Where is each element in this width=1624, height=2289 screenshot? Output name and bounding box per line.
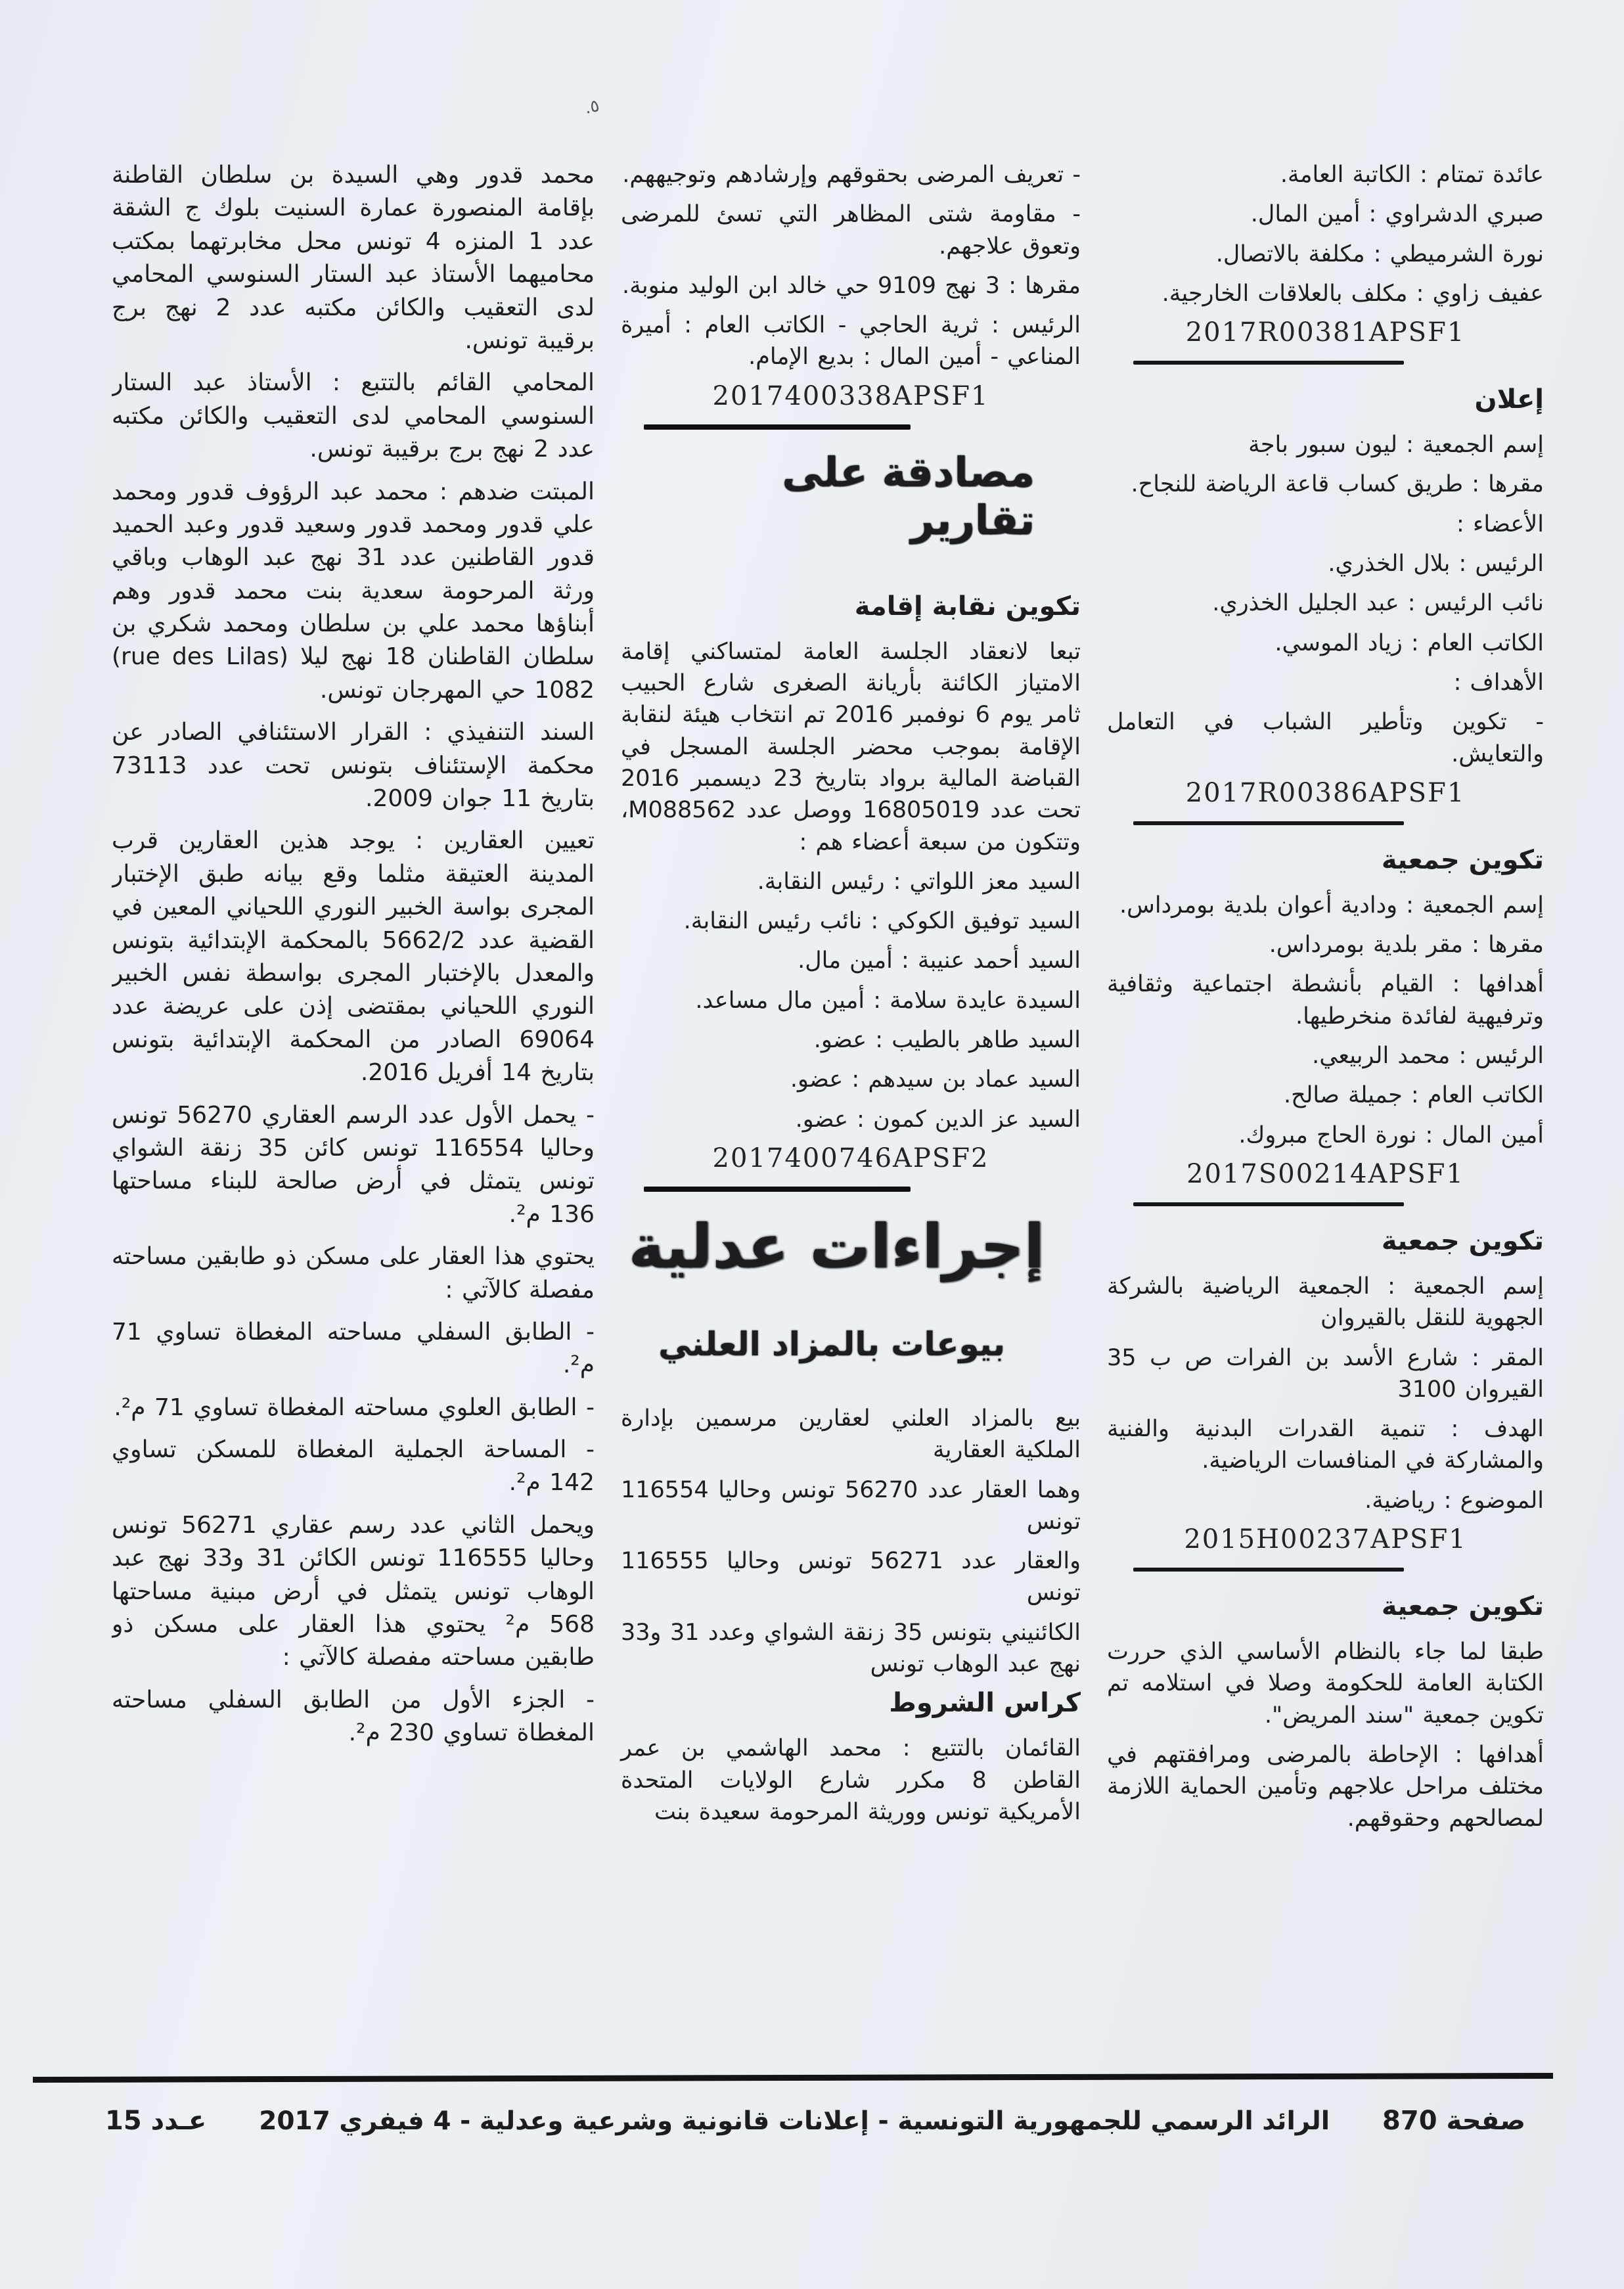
paragraph: ويحمل الثاني عدد رسم عقاري 56271 تونس وحاليا 116555 تونس الكائن 31 و33 نهج عبد الوهاب تونس يتمثل في أرض مبنية مساحتها 568 م² يحتوي هذا العقار على مسكن ذو طابقين مساحته مفصلة كالآتي :	[112, 1511, 595, 1671]
paragraph: الموضوع : رياضية.	[1365, 1487, 1544, 1514]
paragraph: عفيف زاوي : مكلف بالعلاقات الخارجية.	[1162, 280, 1544, 307]
judicial-procedures-heading: إجراءات عدلية	[628, 1211, 1045, 1282]
paragraph: - مقاومة شتى المظاهر التي تسئ للمرضى وتعوق علاجهم.	[621, 201, 1081, 260]
paragraph: مقرها : 3 نهج 9109 حي خالد ابن الوليد منوبة.	[622, 272, 1081, 299]
section-divider	[644, 1187, 911, 1192]
paragraph: أهدافها : القيام بأنشطة اجتماعية وثقافية وترفيهية لفائدة منخرطيها.	[1107, 971, 1544, 1030]
paragraph: والعقار عدد 56271 تونس وحاليا 116555 تونس	[621, 1548, 1081, 1606]
terms-booklet-heading: كراس الشروط	[889, 1688, 1081, 1719]
association-formation-heading: تكوين جمعية	[1381, 844, 1544, 875]
footer-page-number: صفحة 870	[1382, 2106, 1525, 2136]
paragraph: - الجزء الأول من الطابق السفلي مساحته المغطاة تساوي 230 م².	[112, 1686, 595, 1747]
paragraph: الرئيس : ثرية الحاجي - الكاتب العام : أميرة المناعي - أمين المال : بديع الإمام.	[621, 312, 1081, 371]
footer-journal-title: الرائد الرسمي للجمهورية التونسية - إعلانات قانونية وشرعية وعدلية - 4 فيفري 2017	[259, 2106, 1330, 2136]
registration-code: 2017400746APSF2	[712, 1143, 989, 1173]
spacer	[621, 1383, 1081, 1403]
association-formation-heading: تكوين جمعية	[1381, 1591, 1544, 1622]
paragraph: - تعريف المرضى بحقوقهم وإرشادهم وتوجيههم.	[622, 162, 1081, 188]
paragraph: أهدافها : الإحاطة بالمرضى ومرافقتهم في مختلف مراحل علاجهم وتأمين الحماية اللازمة لمصالحهم وحقوقهم.	[1107, 1741, 1544, 1832]
paragraph: السيدة عايدة سلامة : أمين مال مساعد.	[695, 987, 1081, 1014]
paragraph: أمين المال : نورة الحاج مبروك.	[1238, 1122, 1544, 1148]
association-formation-heading: تكوين جمعية	[1381, 1225, 1544, 1256]
paragraph: مقرها : طريق كساب قاعة الرياضة للنجاح.	[1131, 471, 1544, 498]
column-middle	[621, 159, 1081, 2061]
paragraph: - المساحة الجملية المغطاة للمسكن تساوي 142 م².	[112, 1436, 595, 1497]
scan-artifact-mark: ٥.	[582, 96, 601, 118]
paragraph: - تكوين وتأطير الشباب في التعامل والتعايش.	[1107, 709, 1544, 767]
announcement-heading: إعلان	[1474, 384, 1544, 415]
registration-code: 2017S00214APSF1	[1186, 1158, 1464, 1189]
paragraph: طبقا لما جاء بالنظام الأساسي الذي حررت الكتابة العامة للحكومة وصلا في استلامه تم تكوين جمعية "سند المريض".	[1107, 1639, 1544, 1729]
residence-syndicate-heading: تكوين نقابة إقامة	[854, 591, 1081, 622]
paragraph: السيد معز اللواتي : رئيس النقابة.	[757, 868, 1081, 895]
approval-of-reports-heading: مصادقة على تقارير	[782, 447, 1035, 544]
section-divider	[1133, 1568, 1404, 1572]
paragraph: مقرها : مقر بلدية بومرداس.	[1269, 932, 1544, 959]
paragraph: محمد قدور وهي السيدة بن سلطان القاطنة بإقامة المنصورة عمارة السنيت بلوك ج الشقة عدد 1 المنزه 4 تونس محل مخابرتهما بمكتب محاميهما الأستاذ عبد الستار السنوسي المحامي لدى التعقيب والكائن مكتبه عدد 2 نهج برج برقيبة تونس.	[112, 162, 595, 354]
paragraph: إسم الجمعية : الجمعية الرياضية بالشركة الجهوية للنقل بالقيروان	[1107, 1273, 1544, 1332]
paragraph: نائب الرئيس : عبد الجليل الخذري.	[1212, 590, 1544, 617]
paragraph: الكاتب العام : جميلة صالح.	[1284, 1082, 1544, 1109]
paragraph: السيد عماد بن سيدهم : عضو.	[790, 1066, 1081, 1093]
page-footer	[105, 2106, 1525, 2136]
paragraph: السيد عز الدين كمون : عضو.	[795, 1106, 1081, 1133]
paragraph: السيد توفيق الكوكي : نائب رئيس النقابة.	[683, 908, 1081, 935]
paragraph: صبري الدشراوي : أمين المال.	[1250, 201, 1544, 228]
spacer	[621, 570, 1081, 590]
section-divider	[1133, 821, 1404, 825]
paragraph: السيد أحمد عنيبة : أمين مال.	[798, 947, 1081, 974]
paragraph: الرئيس : محمد الربيعي.	[1312, 1043, 1544, 1070]
paragraph: عائدة تمتام : الكاتبة العامة.	[1280, 162, 1544, 188]
paragraph: الأهداف :	[1453, 669, 1544, 696]
footer-issue-number: عـدد 15	[105, 2106, 207, 2136]
section-divider	[1133, 1202, 1404, 1206]
registration-code: 2017R00386APSF1	[1185, 777, 1466, 808]
paragraph: الرئيس : بلال الخذري.	[1328, 551, 1544, 578]
public-auction-sales-heading: بيوعات بالمزاد العلني	[658, 1325, 1005, 1363]
spacer	[621, 1305, 1081, 1325]
paragraph: تعيين العقارين : يوجد هذين العقارين قرب المدينة العتيقة مثلما وقع بيانه طبق الإختبار المجرى بواسة الخبير النوري اللحياني المعين في القضية عدد 5662/2 بالمحكمة الإبتدائية بتونس والمعدل بالإختبار المجرى بواسطة نفس الخبير النوري اللحياني بمقتضى إذن على عريضة عدد 69064 الصادر من المحكمة الإبتدائية بتونس بتاريخ 14 أفريل 2016.	[112, 827, 595, 1087]
paragraph: - الطابق السفلي مساحته المغطاة تساوي 71 م².	[112, 1318, 595, 1379]
registration-code: 2015H00237APSF1	[1184, 1524, 1467, 1555]
paragraph: نورة الشرميطي : مكلفة بالاتصال.	[1215, 240, 1544, 267]
paragraph: الهدف : تنمية القدرات البدنية والفنية والمشاركة في المنافسات الرياضية.	[1107, 1416, 1544, 1474]
column-right	[1107, 159, 1544, 2061]
paragraph: تبعا لانعقاد الجلسة العامة لمتساكني إقامة الامتياز الكائنة بأريانة الصغرى شارع الحبيب ثامر يوم 6 نوفمبر 2016 تم انتخاب هيئة لنقابة الإقامة بموجب محضر الجلسة المسجل في القباضة المالية برواد بتاريخ 23 ديسمبر 2016 تحت عدد 16805019 ووصل عدد M088562، وتتكون من سبعة أعضاء هم :	[621, 638, 1081, 855]
registration-code: 2017R00381APSF1	[1185, 317, 1466, 348]
paragraph: المحامي القائم بالتتبع : الأستاذ عبد الستار السنوسي المحامي لدى التعقيب والكائن مكتبه عدد 2 نهج برج برقيبة تونس.	[112, 369, 595, 463]
paragraph: وهما العقار عدد 56270 تونس وحاليا 116554 تونس	[621, 1476, 1081, 1535]
paragraph: إسم الجمعية : ودادية أعوان بلدية بومرداس.	[1119, 892, 1544, 918]
paragraph: السند التنفيذي : القرار الاستئنافي الصادر عن محكمة الإستئناف بتونس تحت عدد 73113 بتاريخ 11 جوان 2009.	[112, 719, 595, 813]
paragraph: المبتت ضدهم : محمد عبد الرؤوف قدور ومحمد علي قدور ومحمد قدور وسعيد قدور وعبد الحميد قدور القاطنين عدد 31 نهج عبد الوهاب وباقي ورثة المرحومة سعدية بنت محمد قدور وهم أبناؤها محمد علي بن سلطان ومحمد شكري بن سلطان القاطنان 18 نهج ليلا (rue des Lilas) 1082 حي المهرجان تونس.	[112, 478, 595, 704]
paragraph: السيد طاهر بالطيب : عضو.	[813, 1027, 1081, 1054]
columns-container	[112, 159, 1544, 2061]
paragraph: القائمان بالتتبع : محمد الهاشمي بن عمر القاطن 8 مكرر شارع الولايات المتحدة الأمريكية تونس ووريثة المرحومة سعيدة بنت	[621, 1735, 1081, 1825]
paragraph: بيع بالمزاد العلني لعقارين مرسمين بإدارة الملكية العقارية	[621, 1405, 1081, 1464]
section-divider	[644, 424, 911, 430]
paragraph: المقر : شارع الأسد بن الفرات ص ب 35 القيروان 3100	[1107, 1344, 1544, 1403]
footer-divider	[33, 2073, 1553, 2083]
paragraph: - يحمل الأول عدد الرسم العقاري 56270 تونس وحاليا 116554 تونس كائن 35 زنقة الشواي تونس يتمثل في أرض صالحة للبناء مساحتها 136 م².	[112, 1101, 595, 1228]
section-divider	[1133, 361, 1404, 365]
paragraph: الأعضاء :	[1456, 510, 1544, 537]
paragraph: يحتوي هذا العقار على مسكن ذو طابقين مساحته مفصلة كالآتي :	[112, 1243, 595, 1303]
paragraph: الكائنيني بتونس 35 زنقة الشواي وعدد 31 و33 نهج عبد الوهاب تونس	[621, 1619, 1081, 1678]
registration-code: 2017400338APSF1	[712, 380, 989, 411]
paragraph: إسم الجمعية : ليون سبور باجة	[1248, 432, 1544, 459]
paragraph: - الطابق العلوي مساحته المغطاة تساوي 71 م².	[114, 1394, 595, 1421]
column-left	[112, 159, 595, 2061]
paragraph: الكاتب العام : زياد الموسي.	[1274, 629, 1544, 656]
